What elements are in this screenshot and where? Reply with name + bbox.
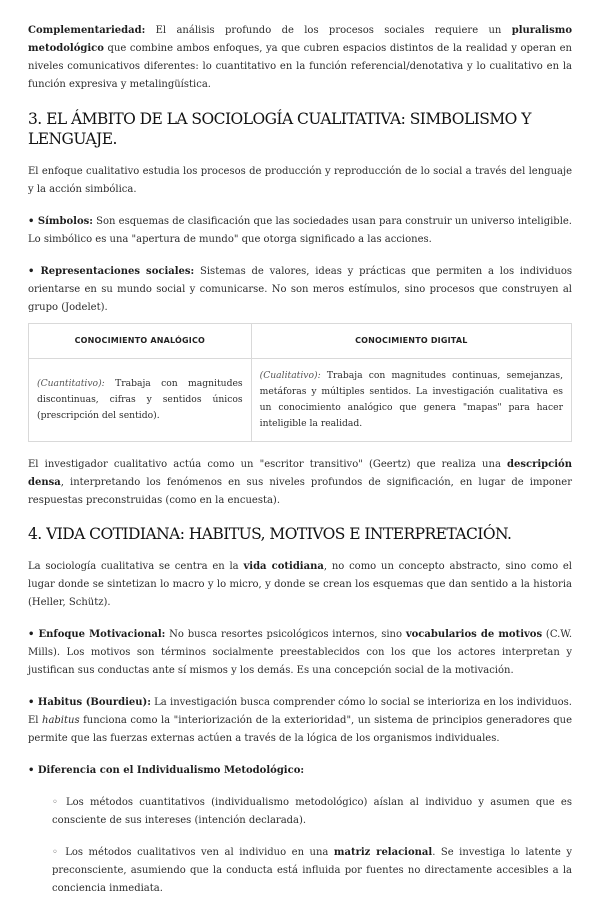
diferencia-heading [28,762,572,780]
knowledge-comparison-table [28,323,572,442]
complementariedad-paragraph: Complementariedad: El análisis profundo de los procesos sociales requiere un pluralismo metodológico que combine ambos enfoques, ya que cubren espacios distintos de la realidad y operan en niveles comunicativos diferentes: lo cuantitativo en la función referencial/denotativa y lo cualitativo en la función expresiva y metalingüística. [28,25,572,90]
representaciones-term: • Representaciones sociales: [28,266,195,277]
hollow-bullet-icon: ◦ [52,847,61,858]
table-header-row [29,324,572,359]
vocabularios-term: vocabularios de motivos [405,629,543,640]
table-cell-digital: (Cualitativo): Trabaja con magnitudes continuas, semejanzas, metáforas y múltiples sentidos. La investigación cualitativa es un conocimiento analógico que genera "mapas" para hacer inteligible la realidad. [251,359,571,442]
descripcion-densa-term: descripción densa [28,459,572,488]
table-cell-analogico: (Cuantitativo): Trabaja con magnitudes discontinuas, cifras y sentidos únicos (prescripción del sentido). [29,359,252,442]
table-header-digital: CONOCIMIENTO DIGITAL [251,324,571,359]
table-header-analogico: CONOCIMIENTO ANALÓGICO [29,324,252,359]
complementariedad-term: Complementariedad: [28,25,146,36]
hollow-bullet-icon: ◦ [52,797,61,808]
habitus-paragraph: • Habitus (Bourdieu): La investigación busca comprender cómo lo social se interioriza en los individuos. El habitus funciona como la "interiorización de la exterioridad", un sistema de principios generadores que permite que las fuerzas externas actúen a través de la lógica de los organismos individuales. [28,697,572,744]
section-3-heading: 3. EL ÁMBITO DE LA SOCIOLOGÍA CUALITATIVA: SIMBOLISMO Y LENGUAJE. [28,110,531,148]
vida-cotidiana-term: vida cotidiana [243,561,324,572]
habitus-italic: habitus [42,715,80,726]
diferencia-term: • Diferencia con el Individualismo Metodológico: [28,765,305,776]
table-row [29,359,572,442]
list-item: ◦ Los métodos cuantitativos (individualismo metodológico) aíslan al individuo y asumen que es consciente de sus intereses (intención declarada). [52,797,572,826]
investigador-paragraph: El investigador cualitativo actúa como un "escritor transitivo" (Geertz) que realiza una descripción densa, interpretando los fenómenos en sus niveles profundos de significación, en lugar de imponer respuestas preconstruidas (como en la encuesta). [28,459,572,506]
habitus-term: • Habitus (Bourdieu): [28,697,151,708]
simbolos-term: • Símbolos: [28,216,93,227]
vida-cotidiana-paragraph: La sociología cualitativa se centra en la vida cotidiana, no como un concepto abstracto, sino como el lugar donde se sintetizan lo macro y lo micro, y donde se crean los esquemas que dan sentido a la historia (Heller, Schütz). [28,561,573,608]
representaciones-paragraph: • Representaciones sociales: Sistemas de valores, ideas y prácticas que permiten a los individuos orientarse en su mundo social y comunicarse. No son meros estímulos, sino procesos que construyen al grupo (Jodelet). [28,266,573,313]
enfoque-motivacional-term: • Enfoque Motivacional: [28,629,166,640]
matriz-relacional-term: matriz relacional [333,847,433,858]
section-4-heading: 4. VIDA COTIDIANA: HABITUS, MOTIVOS E INTERPRETACIÓN. [28,525,512,543]
pluralismo-term: pluralismo metodológico [28,25,572,54]
list-item: ◦ Los métodos cualitativos ven al individuo en una matriz relacional. Se investiga lo latente y preconsciente, asumiendo que la conducta está influida por fuentes no directamente accesibles a la conciencia inmediata. [52,847,572,894]
enfoque-motivacional-paragraph: • Enfoque Motivacional: No busca resortes psicológicos internos, sino vocabularios de motivos (C.W. Mills). Los motivos son términos socialmente preestablecidos con los que los actores interpretan y justifican sus conductas ante sí mismos y los demás. Es una concepción social de la motivación. [28,629,573,676]
section-3-intro-paragraph: El enfoque cualitativo estudia los procesos de producción y reproducción de lo social a través del lenguaje y la acción simbólica. [28,166,572,195]
simbolos-paragraph: • Símbolos: Son esquemas de clasificación que las sociedades usan para construir un universo inteligible. Lo simbólico es una "apertura de mundo" que otorga significado a las acciones. [28,216,572,245]
